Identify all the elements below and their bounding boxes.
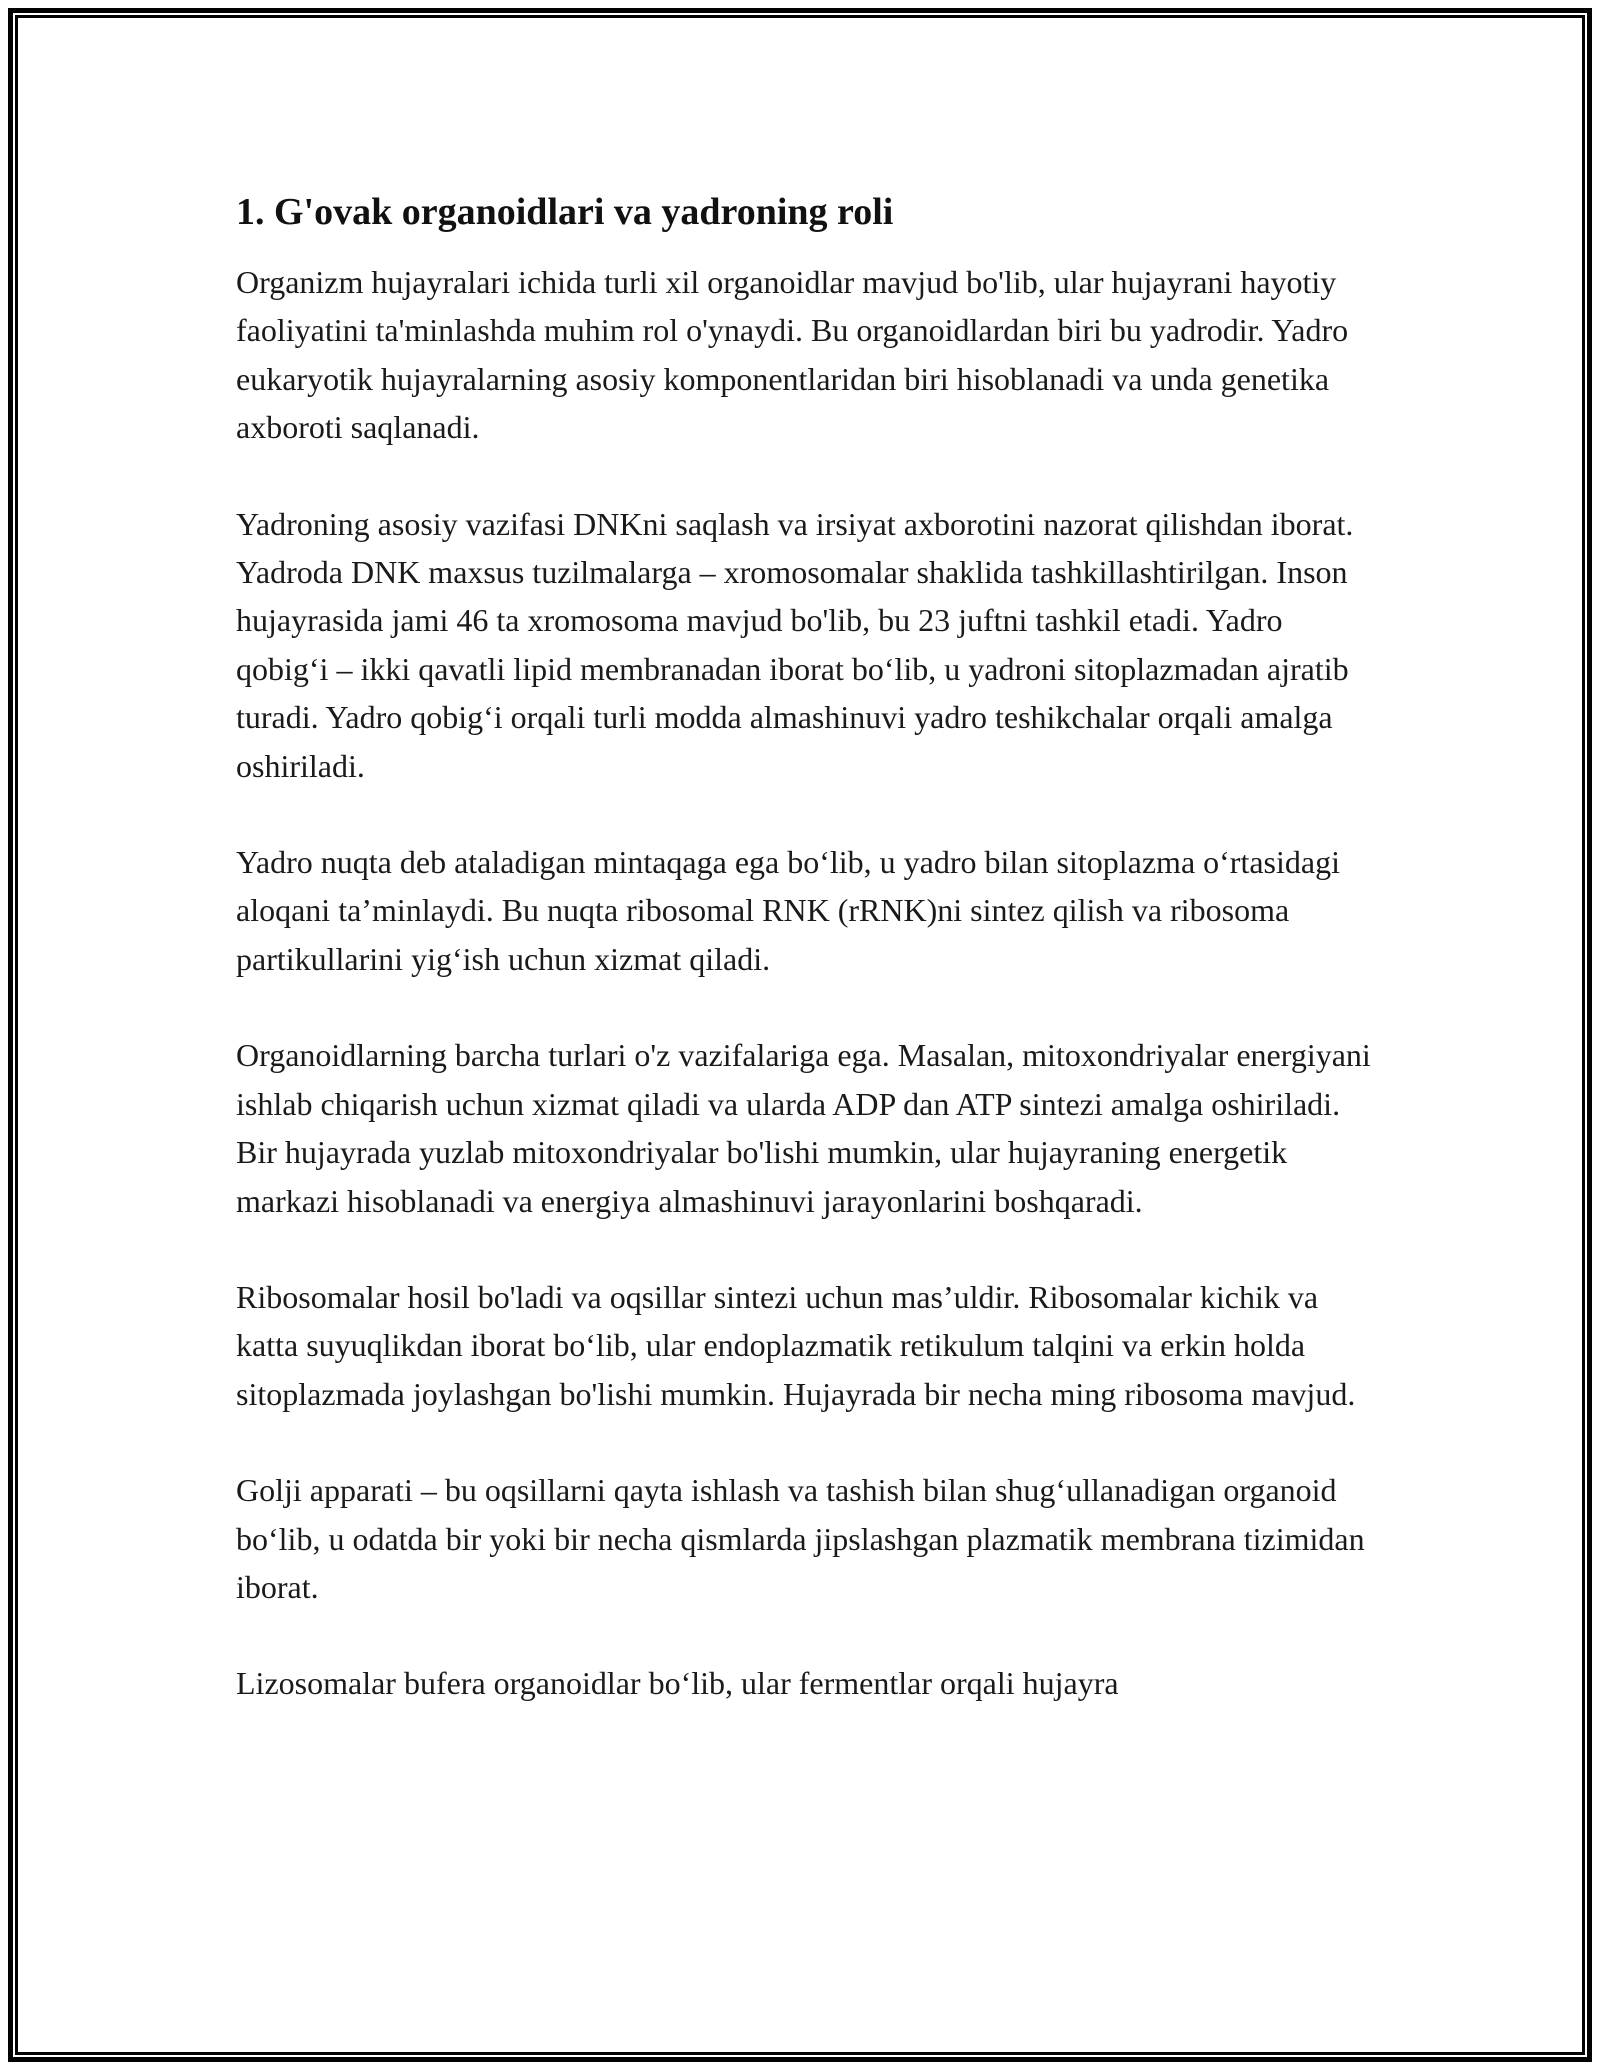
- paragraph-yadro-function: Yadroning asosiy vazifasi DNKni saqlash va irsiyat axborotini nazorat qilishdan iborat. Yadroda DNK maxsus tuzilmalarga – xromosomalar shaklida tashkillashtirilgan. Inson hujayrasida jami 46 ta xromosoma mavjud bo'lib, bu 23 juftni tashkil etadi. Yadro qobig‘i – ikki qavatli lipid membranadan iborat bo‘lib, u yadroni sitoplazmadan ajratib turadi. Yadro qobig‘i orqali turli modda almashinuvi yadro teshikchalar orqali amalga oshiriladi.: [236, 505, 1354, 784]
- document-body: [236, 188, 1376, 1708]
- paragraph-mitochondria: Organoidlarning barcha turlari o'z vazifalariga ega. Masalan, mitoxondriyalar energiyani ishlab chiqarish uchun xizmat qiladi va ularda ADP dan ATP sintezi amalga oshiriladi. Bir hujayrada yuzlab mitoxondriyalar bo'lishi mumkin, ular hujayraning energetik markazi hisoblanadi va energiya almashinuvi jarayonlarini boshqaradi.: [236, 1037, 1371, 1219]
- paragraph-lysosomes: Lizosomalar bufera organoidlar bo‘lib, ular fermentlar orqali hujayra: [236, 1665, 1119, 1702]
- paragraph-golgi: Golji apparati – bu oqsillarni qayta ishlash va tashish bilan shug‘ullanadigan organoid bo‘lib, u odatda bir yoki bir necha qismlarda jipslashgan plazmatik membrana tizimidan iborat.: [236, 1472, 1365, 1605]
- section-heading: 1. G'ovak organoidlari va yadroning roli: [236, 191, 894, 233]
- paragraph-yadro-intro: Organizm hujayralari ichida turli xil organoidlar mavjud bo'lib, ular hujayrani hayotiy faoliyatini ta'minlashda muhim rol o'ynaydi. Bu organoidlardan biri bu yadrodir. Yadro eukaryotik hujayralarning asosiy komponentlaridan biri hisoblanadi va unda genetika axboroti saqlanadi.: [236, 264, 1349, 446]
- paragraph-nucleolus: Yadro nuqta deb ataladigan mintaqaga ega bo‘lib, u yadro bilan sitoplazma o‘rtasidagi aloqani ta’minlaydi. Bu nuqta ribosomal RNK (rRNK)ni sintez qilish va ribosoma partikullarini yig‘ish uchun xizmat qiladi.: [236, 844, 1340, 977]
- paragraph-ribosomes: Ribosomalar hosil bo'ladi va oqsillar sintezi uchun mas’uldir. Ribosomalar kichik va katta suyuqlikdan iborat bo‘lib, ular endoplazmatik retikulum talqini va erkin holda sitoplazmada joylashgan bo'lishi mumkin. Hujayrada bir necha ming ribosoma mavjud.: [236, 1278, 1356, 1412]
